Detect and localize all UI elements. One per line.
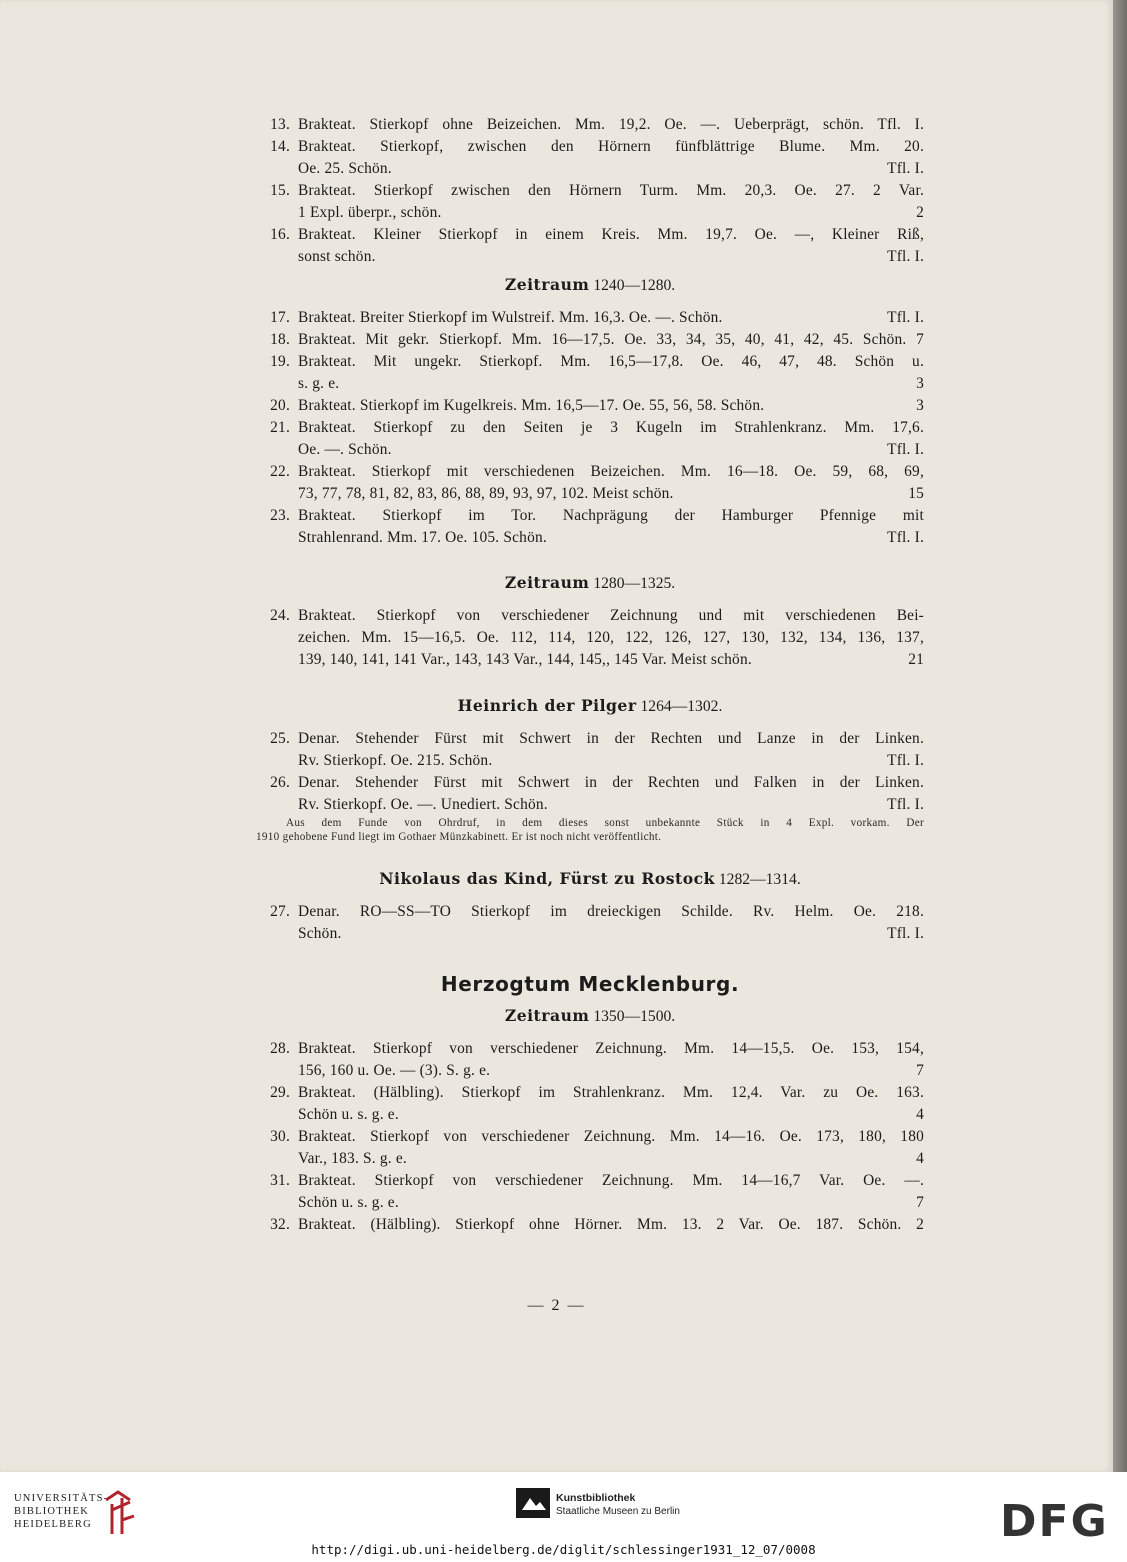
- entry-number: 23.: [270, 507, 290, 524]
- kunstbibliothek-label: [556, 1492, 680, 1518]
- ruler-name: Heinrich der Pilger: [457, 696, 637, 715]
- plate-reference: Tfl. I.: [887, 160, 924, 177]
- entry-number: 27.: [270, 903, 290, 920]
- entry-text: [298, 772, 924, 816]
- plate-reference: 3: [916, 375, 924, 392]
- entry-line: sonst schön.: [298, 248, 376, 265]
- period-heading: [256, 274, 924, 297]
- dfg-logo[interactable]: DFG: [1000, 1496, 1109, 1547]
- catalog-entry: [256, 1082, 924, 1126]
- entry-text: [298, 1082, 924, 1126]
- plate-reference: 4: [916, 1150, 924, 1167]
- entry-text: [298, 1126, 924, 1170]
- logo-line: HEIDELBERG: [14, 1519, 92, 1530]
- logo-line: UNIVERSITÄTS-: [14, 1493, 109, 1504]
- entry-last-line: [298, 246, 924, 268]
- entry-line: Brakteat. Breiter Stierkopf im Wulstreif. Mm. 16,3. Oe. —. Schön.: [298, 309, 723, 326]
- kunstbibliothek-logo-icon[interactable]: [516, 1488, 550, 1518]
- entry-last-line: [298, 923, 924, 945]
- entry-number: 17.: [270, 309, 290, 326]
- plate-reference: 15: [908, 485, 924, 502]
- catalog-entry: [256, 901, 924, 945]
- entry-group: [256, 114, 924, 268]
- period-range: 1350—1500.: [593, 1008, 676, 1025]
- entry-last-line: [298, 373, 924, 395]
- period-heading: [256, 572, 924, 595]
- ruler-heading: [256, 695, 924, 718]
- plate-reference: Tfl. I.: [887, 529, 924, 546]
- entry-line: Brakteat. Mit ungekr. Stierkopf. Mm. 16,5—17,8. Oe. 46, 47, 48. Schön u.: [298, 353, 924, 370]
- kb-title: Kunstbibliothek: [556, 1492, 636, 1504]
- entry-last-line: [298, 1060, 924, 1082]
- catalog-entry: [256, 417, 924, 461]
- entry-line: Oe. 25. Schön.: [298, 160, 392, 177]
- entry-last-line: [298, 1148, 924, 1170]
- catalog-entry: [256, 351, 924, 395]
- entry-text: [298, 307, 924, 329]
- footnote-line: 1910 gehobene Fund liegt im Gothaer Münzkabinett. Er ist noch nicht veröffentlicht.: [256, 831, 662, 843]
- entry-last-line: [298, 794, 924, 816]
- entry-last-line: [298, 307, 924, 329]
- entry-text: [298, 329, 924, 351]
- plate-reference: Tfl. I.: [887, 441, 924, 458]
- plate-reference: 3: [916, 397, 924, 414]
- period-label: Zeitraum: [504, 275, 590, 294]
- entry-line: Brakteat. Kleiner Stierkopf in einem Kreis. Mm. 19,7. Oe. —, Kleiner Riß,: [298, 226, 924, 243]
- entry-group: [256, 307, 924, 549]
- period-label: Zeitraum: [504, 573, 590, 592]
- entry-text: [298, 351, 924, 395]
- entry-number: 28.: [270, 1040, 290, 1057]
- entry-group: [256, 901, 924, 945]
- entry-number: 25.: [270, 730, 290, 747]
- entry-last-line: [298, 1192, 924, 1214]
- entry-number: 19.: [270, 353, 290, 370]
- logo-line: BIBLIOTHEK: [14, 1506, 89, 1517]
- catalog-entry: [256, 505, 924, 549]
- plate-reference: 7: [916, 1062, 924, 1079]
- entry-group: [256, 1038, 924, 1236]
- entry-group: [256, 728, 924, 816]
- entry-text: [298, 136, 924, 180]
- entry-line: Brakteat. Stierkopf zu den Seiten je 3 Kugeln im Strahlenkranz. Mm. 17,6.: [298, 419, 924, 436]
- period-range: 1240—1280.: [593, 277, 676, 294]
- entry-line: Brakteat. Stierkopf von verschiedener Zeichnung. Mm. 14—16. Oe. 173, 180, 180: [298, 1128, 924, 1145]
- plate-reference: Tfl. I.: [887, 796, 924, 813]
- university-library-logo-text[interactable]: [14, 1492, 108, 1531]
- entry-text: [298, 417, 924, 461]
- ruler-range: 1282—1314.: [718, 871, 801, 888]
- entry-line: Oe. —. Schön.: [298, 441, 392, 458]
- catalog-entry: [256, 180, 924, 224]
- entry-line: Rv. Stierkopf. Oe. 215. Schön.: [298, 752, 493, 769]
- entry-last-line: [298, 1214, 924, 1236]
- entry-line: s. g. e.: [298, 375, 340, 392]
- entry-last-line: [298, 329, 924, 351]
- entry-text: [298, 1170, 924, 1214]
- catalog-entry: [256, 224, 924, 268]
- entry-last-line: [298, 483, 924, 505]
- entry-number: 13.: [270, 116, 290, 133]
- entry-number: 31.: [270, 1172, 290, 1189]
- entry-last-line: [298, 439, 924, 461]
- catalog-entry: [256, 772, 924, 816]
- entry-line: Denar. RO—SS—TO Stierkopf im dreieckigen Schilde. Rv. Helm. Oe. 218.: [298, 903, 924, 920]
- period-label: Zeitraum: [504, 1006, 590, 1025]
- entry-text: [298, 605, 924, 671]
- plate-reference: Tfl. I.: [887, 309, 924, 326]
- entry-number: 16.: [270, 226, 290, 243]
- period-range: 1280—1325.: [593, 575, 676, 592]
- entry-line: Brakteat. (Hälbling). Stierkopf im Strahlenkranz. Mm. 12,4. Var. zu Oe. 163.: [298, 1084, 924, 1101]
- permalink-url[interactable]: http://digi.ub.uni-heidelberg.de/diglit/schlessinger1931_12_07/0008: [311, 1542, 816, 1557]
- plate-reference: 2: [916, 204, 924, 221]
- ruler-heading: [256, 868, 924, 891]
- ruler-range: 1264—1302.: [640, 698, 723, 715]
- entry-number: 18.: [270, 331, 290, 348]
- entry-last-line: [298, 527, 924, 549]
- entry-number: 21.: [270, 419, 290, 436]
- plate-reference: 4: [916, 1106, 924, 1123]
- ruler-name: Nikolaus das Kind, Fürst zu Rostock: [379, 869, 715, 888]
- entry-line: Schön u. s. g. e.: [298, 1194, 399, 1211]
- plate-reference: Tfl. I.: [887, 752, 924, 769]
- catalog-entry: [256, 461, 924, 505]
- catalog-entry: [256, 1170, 924, 1214]
- entry-last-line: [298, 1104, 924, 1126]
- entry-line: Brakteat. Stierkopf zwischen den Hörnern Turm. Mm. 20,3. Oe. 27. 2 Var.: [298, 182, 924, 199]
- catalog-entry: [256, 1126, 924, 1170]
- entry-number: 29.: [270, 1084, 290, 1101]
- entry-number: 22.: [270, 463, 290, 480]
- page-edge: [1113, 0, 1127, 1472]
- entry-line: Rv. Stierkopf. Oe. —. Unediert. Schön.: [298, 796, 548, 813]
- entry-text: [298, 1038, 924, 1082]
- entry-text: [298, 1214, 924, 1236]
- footer-bar: [0, 1472, 1127, 1562]
- catalog-entry: [256, 395, 924, 417]
- entry-line: zeichen. Mm. 15—16,5. Oe. 112, 114, 120, 122, 126, 127, 130, 132, 134, 136, 137,: [298, 629, 924, 646]
- entry-line: Schön u. s. g. e.: [298, 1106, 399, 1123]
- catalog-entry: [256, 114, 924, 136]
- entry-group: [256, 605, 924, 671]
- entry-line: 139, 140, 141, 141 Var., 143, 143 Var., 144, 145,, 145 Var. Meist schön.: [298, 651, 752, 668]
- entry-text: [298, 114, 924, 136]
- plate-reference: 21: [908, 651, 924, 668]
- entry-line: Brakteat. Mit gekr. Stierkopf. Mm. 16—17,5. Oe. 33, 34, 35, 40, 41, 42, 45. Schön. 7: [298, 331, 924, 348]
- entry-number: 30.: [270, 1128, 290, 1145]
- kb-subtitle: Staatliche Museen zu Berlin: [556, 1506, 680, 1517]
- entry-number: 24.: [270, 607, 290, 624]
- entry-line: Brakteat. Stierkopf im Tor. Nachprägung der Hamburger Pfennige mit: [298, 507, 924, 524]
- catalog-entry: [256, 307, 924, 329]
- entry-line: 1 Expl. überpr., schön.: [298, 204, 442, 221]
- entry-line: 156, 160 u. Oe. — (3). S. g. e.: [298, 1062, 491, 1079]
- entry-text: [298, 224, 924, 268]
- entry-line: Strahlenrand. Mm. 17. Oe. 105. Schön.: [298, 529, 547, 546]
- entry-last-line: [298, 202, 924, 224]
- plate-reference: Tfl. I.: [887, 248, 924, 265]
- entry-text: [298, 505, 924, 549]
- entry-line: Brakteat. Stierkopf von verschiedener Zeichnung. Mm. 14—16,7 Var. Oe. —.: [298, 1172, 924, 1189]
- plate-reference: Tfl. I.: [887, 925, 924, 942]
- footnote: [256, 816, 924, 844]
- entry-number: 15.: [270, 182, 290, 199]
- entry-number: 26.: [270, 774, 290, 791]
- entry-line: 73, 77, 78, 81, 82, 83, 86, 88, 89, 93, 97, 102. Meist schön.: [298, 485, 674, 502]
- entry-last-line: [298, 158, 924, 180]
- entry-line: Brakteat. Stierkopf von verschiedener Zeichnung und mit verschiedenen Bei-: [298, 607, 924, 624]
- period-heading: [256, 1005, 924, 1028]
- catalog-entry: [256, 605, 924, 671]
- entry-line: Schön.: [298, 925, 342, 942]
- entry-text: [298, 395, 924, 417]
- entry-last-line: [298, 750, 924, 772]
- entry-last-line: [298, 649, 924, 671]
- footnote-line: Aus dem Funde von Ohrdruf, in dem dieses sonst unbekannte Stück in 4 Expl. vorkam. Der: [286, 817, 924, 829]
- catalog-entry: [256, 1038, 924, 1082]
- catalog-entry: [256, 1214, 924, 1236]
- entry-last-line: [298, 395, 924, 417]
- entry-text: [298, 180, 924, 224]
- entry-line: Brakteat. Stierkopf von verschiedener Zeichnung. Mm. 14—15,5. Oe. 153, 154,: [298, 1040, 924, 1057]
- catalog-content: [256, 114, 924, 1236]
- entry-line: Denar. Stehender Fürst mit Schwert in der Rechten und Lanze in der Linken.: [298, 730, 924, 747]
- catalog-entry: [256, 136, 924, 180]
- entry-line: Brakteat. Stierkopf, zwischen den Hörnern fünfblättrige Blume. Mm. 20.: [298, 138, 924, 155]
- plate-reference: 7: [916, 1194, 924, 1211]
- entry-text: [298, 901, 924, 945]
- university-logo-icon[interactable]: [100, 1490, 136, 1536]
- catalog-entry: [256, 728, 924, 772]
- entry-line: Brakteat. (Hälbling). Stierkopf ohne Hörner. Mm. 13. 2 Var. Oe. 187. Schön. 2: [298, 1216, 924, 1233]
- entry-number: 32.: [270, 1216, 290, 1233]
- page-number: — 2 —: [527, 1297, 586, 1314]
- entry-text: [298, 461, 924, 505]
- catalog-entry: [256, 329, 924, 351]
- entry-line: Brakteat. Stierkopf im Kugelkreis. Mm. 16,5—17. Oe. 55, 56, 58. Schön.: [298, 397, 765, 414]
- entry-line: Brakteat. Stierkopf ohne Beizeichen. Mm. 19,2. Oe. —. Ueberprägt, schön. Tfl. I.: [298, 116, 924, 133]
- section-title: Herzogtum Mecklenburg.: [440, 972, 740, 996]
- entry-last-line: [298, 114, 924, 136]
- entry-line: Brakteat. Stierkopf mit verschiedenen Beizeichen. Mm. 16—18. Oe. 59, 68, 69,: [298, 463, 924, 480]
- entry-line: Var., 183. S. g. e.: [298, 1150, 407, 1167]
- entry-number: 20.: [270, 397, 290, 414]
- entry-number: 14.: [270, 138, 290, 155]
- entry-line: Denar. Stehender Fürst mit Schwert in der Rechten und Falken in der Linken.: [298, 774, 924, 791]
- entry-text: [298, 728, 924, 772]
